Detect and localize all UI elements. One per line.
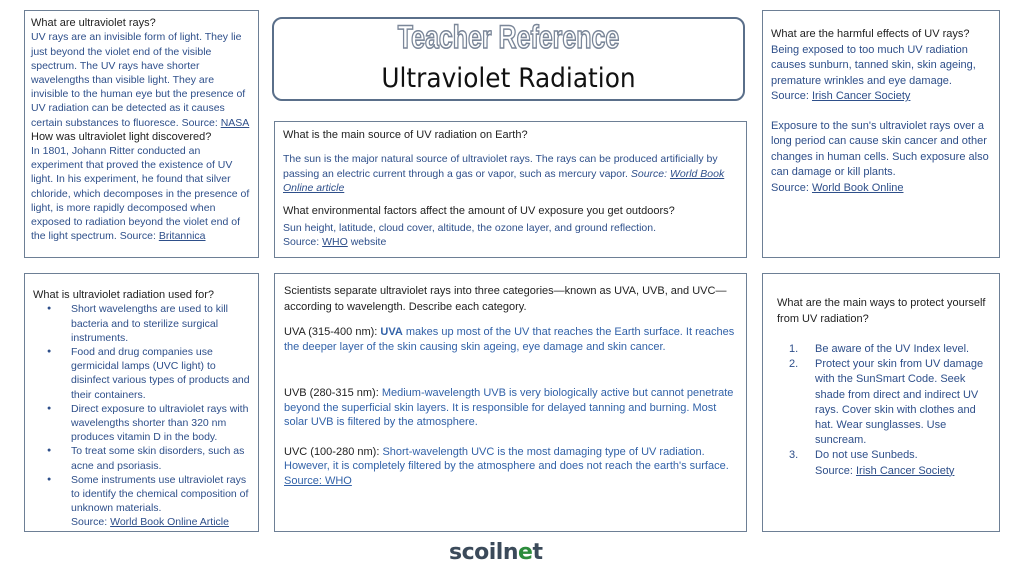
answer-environmental-factors: Sun height, latitude, cloud cover, altitude, the ozone layer, and ground reflection. Source: WHO website bbox=[283, 222, 657, 249]
list-item: 1. Be aware of the UV Index level. bbox=[789, 343, 970, 355]
list-item: ● To treat some skin disorders, such as acne and psoriasis. bbox=[71, 444, 252, 472]
list-item: ● Direct exposure to ultraviolet rays with wavelengths shorter than 320 nm produces vitamin D in the body. bbox=[71, 402, 252, 445]
question-harmful-effects: What are the harmful effects of UV rays? bbox=[771, 28, 970, 40]
link-world-book-online-article[interactable]: World Book Online Article bbox=[110, 516, 229, 529]
list-item: 3. Do not use Sunbeds. Source: Irish Cancer Society bbox=[789, 449, 955, 477]
link-who[interactable]: WHO bbox=[322, 236, 348, 249]
protect-list bbox=[777, 342, 993, 479]
link-irish-cancer-society[interactable]: Irish Cancer Society bbox=[811, 90, 911, 102]
uva-description: UVA (315-400 nm): UVA makes up most of the UV that reaches the Earth surface. It reaches the deeper layer of the skin causing skin ageing, eye damage and skin cancer. bbox=[284, 326, 735, 353]
link-world-book-online[interactable]: World Book Online bbox=[811, 181, 904, 194]
link-nasa[interactable]: NASA bbox=[220, 116, 250, 129]
title-box bbox=[272, 17, 745, 101]
question-what-are-uv: What are ultraviolet rays? bbox=[31, 17, 156, 29]
box-harmful-effects bbox=[762, 10, 1000, 258]
uses-list bbox=[33, 302, 252, 529]
link-britannica[interactable]: Britannica bbox=[158, 230, 206, 243]
question-categories: Scientists separate ultraviolet rays into three categories—known as UVA, UVB, and UVC—according to wavelength. Describe each category. bbox=[284, 285, 727, 313]
question-protect: What are the main ways to protect yourself from UV radiation? bbox=[777, 297, 986, 325]
answer-long-exposure: Exposure to the sun's ultraviolet rays over a long period can cause skin cancer and other changes in human cells. Such exposure also can damage or kill plants. Source: World Book Online bbox=[771, 119, 989, 194]
box-uv-uses bbox=[24, 273, 259, 532]
link-source-who[interactable]: Source: WHO bbox=[284, 474, 352, 487]
box-protect bbox=[762, 273, 1000, 532]
page-title: Ultraviolet Radiation bbox=[381, 63, 636, 94]
uvc-description: UVC (100-280 nm): Short-wavelength UVC is the most damaging type of UV radiation. However, it is completely filtered by the atmosphere and does not reach the earth's surface. Source: WHO bbox=[284, 445, 729, 487]
answer-main-source: The sun is the major natural source of ultraviolet rays. The rays can be produced artificially by passing an electric current through a gas or vapor, such as mercury vapor. Source: World Book Online article bbox=[283, 153, 725, 194]
scoilnet-logo: scoilnet bbox=[449, 540, 543, 565]
answer-what-are-uv: UV rays are an invisible form of light. They lie just beyond the violet end of the visible spectrum. The UV rays have shorter wavelengths than visible light. They are invisible to the human eye but the presence of UV radiation can be detected as it causes certain substances to fluoresce. Source: NASA bbox=[31, 31, 250, 129]
list-item: 2. Protect your skin from UV damage with the SunSmart Code. Seek shade from direct and indirect UV rays. Cover skin with clothes and hat. Wear sunglasses. Use suncream. bbox=[789, 358, 984, 447]
list-item: ● Food and drug companies use germicidal lamps (UVC light) to disinfect various types of products and their containers. bbox=[71, 345, 252, 402]
box-uv-categories bbox=[274, 273, 747, 532]
answer-discovered: In 1801, Johann Ritter conducted an experiment that proved the existence of UV light. In his experiment, he found that silver chloride, which decomposes in the presence of light, is more rapidly decomposed when exposed to radiation beyond the violet end of the light spectrum. Source: Britannica bbox=[31, 145, 250, 243]
question-discovered: How was ultraviolet light discovered? bbox=[31, 130, 212, 143]
answer-harmful-effects: Being exposed to too much UV radiation causes sunburn, tanned skin, skin ageing, premature wrinkles and eye damage. Source: Irish Cancer Society bbox=[771, 43, 976, 102]
link-irish-cancer-society-2[interactable]: Irish Cancer Society bbox=[855, 464, 955, 477]
question-main-source: What is the main source of UV radiation on Earth? bbox=[283, 129, 528, 141]
question-environmental-factors: What environmental factors affect the amount of UV exposure you get outdoors? bbox=[283, 204, 675, 217]
uvb-description: UVB (280-315 nm): Medium-wavelength UVB is very biologically active but cannot penetrate beyond the superficial skin layers. It is responsible for delayed tanning and burning. Most solar UVB is filtered by the atmosphere. bbox=[284, 387, 734, 428]
box-uv-source bbox=[274, 121, 747, 258]
link-world-book-article[interactable]: World Book Online article bbox=[283, 167, 725, 194]
list-item: ● Some instruments use ultraviolet rays to identify the chemical composition of unknown materials. Source: World Book Online Article bbox=[71, 473, 252, 530]
question-uv-uses: What is ultraviolet radiation used for? bbox=[33, 289, 214, 301]
box-what-are-uv bbox=[24, 10, 259, 258]
teacher-reference-title: Teacher Reference bbox=[397, 19, 620, 55]
list-item: ● Short wavelengths are used to kill bacteria and to sterilize surgical instruments. bbox=[71, 302, 252, 345]
